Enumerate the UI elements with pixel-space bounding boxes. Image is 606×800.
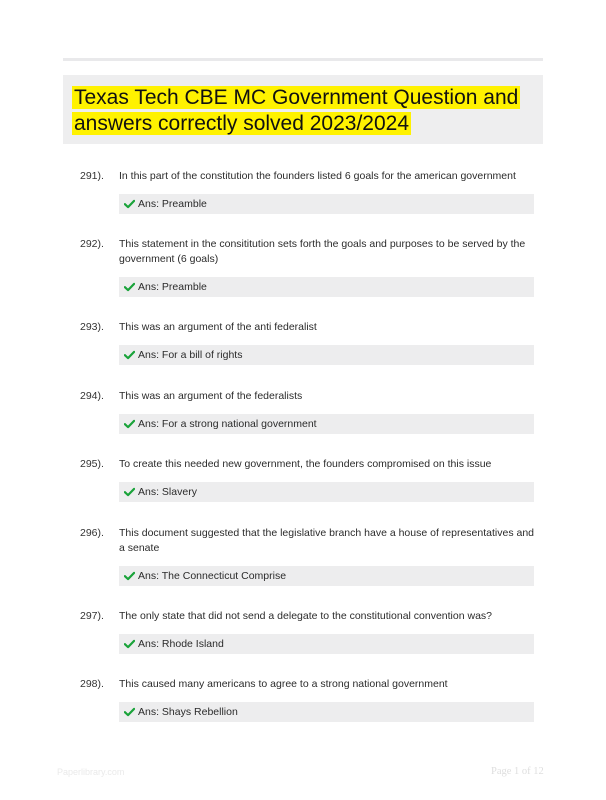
answer-text: Ans: Shays Rebellion xyxy=(138,706,238,718)
page-number: Page 1 of 12 xyxy=(491,766,544,777)
question-text: In this part of the constitution the founders listed 6 goals for the american government xyxy=(119,170,516,182)
title-banner xyxy=(63,75,543,144)
question-text: This statement in the consititution sets forth the goals and purposes to be served by the government (6 goals) xyxy=(119,238,526,265)
check-icon xyxy=(124,350,135,360)
document-title: Texas Tech CBE MC Government Question and answers correctly solved 2023/2024 xyxy=(74,86,519,135)
question-number: 296). xyxy=(80,527,104,539)
top-divider xyxy=(63,58,543,61)
question-number: 292). xyxy=(80,238,104,250)
answer-box xyxy=(119,194,534,214)
check-icon xyxy=(124,571,135,581)
footer-watermark: Paperlibrary.com xyxy=(57,767,125,777)
answer-text: Ans: Preamble xyxy=(138,281,207,293)
answer-text: Ans: Rhode Island xyxy=(138,638,224,650)
answer-text: Ans: For a bill of rights xyxy=(138,349,243,361)
check-icon xyxy=(124,419,135,429)
check-icon xyxy=(124,282,135,292)
check-icon xyxy=(124,487,135,497)
answer-box xyxy=(119,414,534,434)
answer-box xyxy=(119,566,534,586)
question-number: 295). xyxy=(80,458,104,470)
answer-text: Ans: Slavery xyxy=(138,486,197,498)
answer-text: Ans: For a strong national government xyxy=(138,418,317,430)
question-text: This was an argument of the federalists xyxy=(119,390,303,402)
question-number: 294). xyxy=(80,390,104,402)
question-number: 293). xyxy=(80,321,104,333)
answer-text: Ans: Preamble xyxy=(138,198,207,210)
check-icon xyxy=(124,707,135,717)
question-text: This caused many americans to agree to a strong national government xyxy=(119,678,448,690)
answer-text: Ans: The Connecticut Comprise xyxy=(138,570,287,582)
answer-box xyxy=(119,634,534,654)
question-text: This document suggested that the legislative branch have a house of representatives and a senate xyxy=(119,527,535,554)
question-text: This was an argument of the anti federalist xyxy=(119,321,317,333)
check-icon xyxy=(124,199,135,209)
question-number: 298). xyxy=(80,678,104,690)
question-number: 291). xyxy=(80,170,104,182)
question-number: 297). xyxy=(80,610,104,622)
answer-box xyxy=(119,482,534,502)
question-text: The only state that did not send a delegate to the constitutional convention was? xyxy=(119,610,493,622)
answer-box xyxy=(119,277,534,297)
check-icon xyxy=(124,639,135,649)
answer-box xyxy=(119,702,534,722)
answer-box xyxy=(119,345,534,365)
question-text: To create this needed new government, the founders compromised on this issue xyxy=(119,458,492,470)
